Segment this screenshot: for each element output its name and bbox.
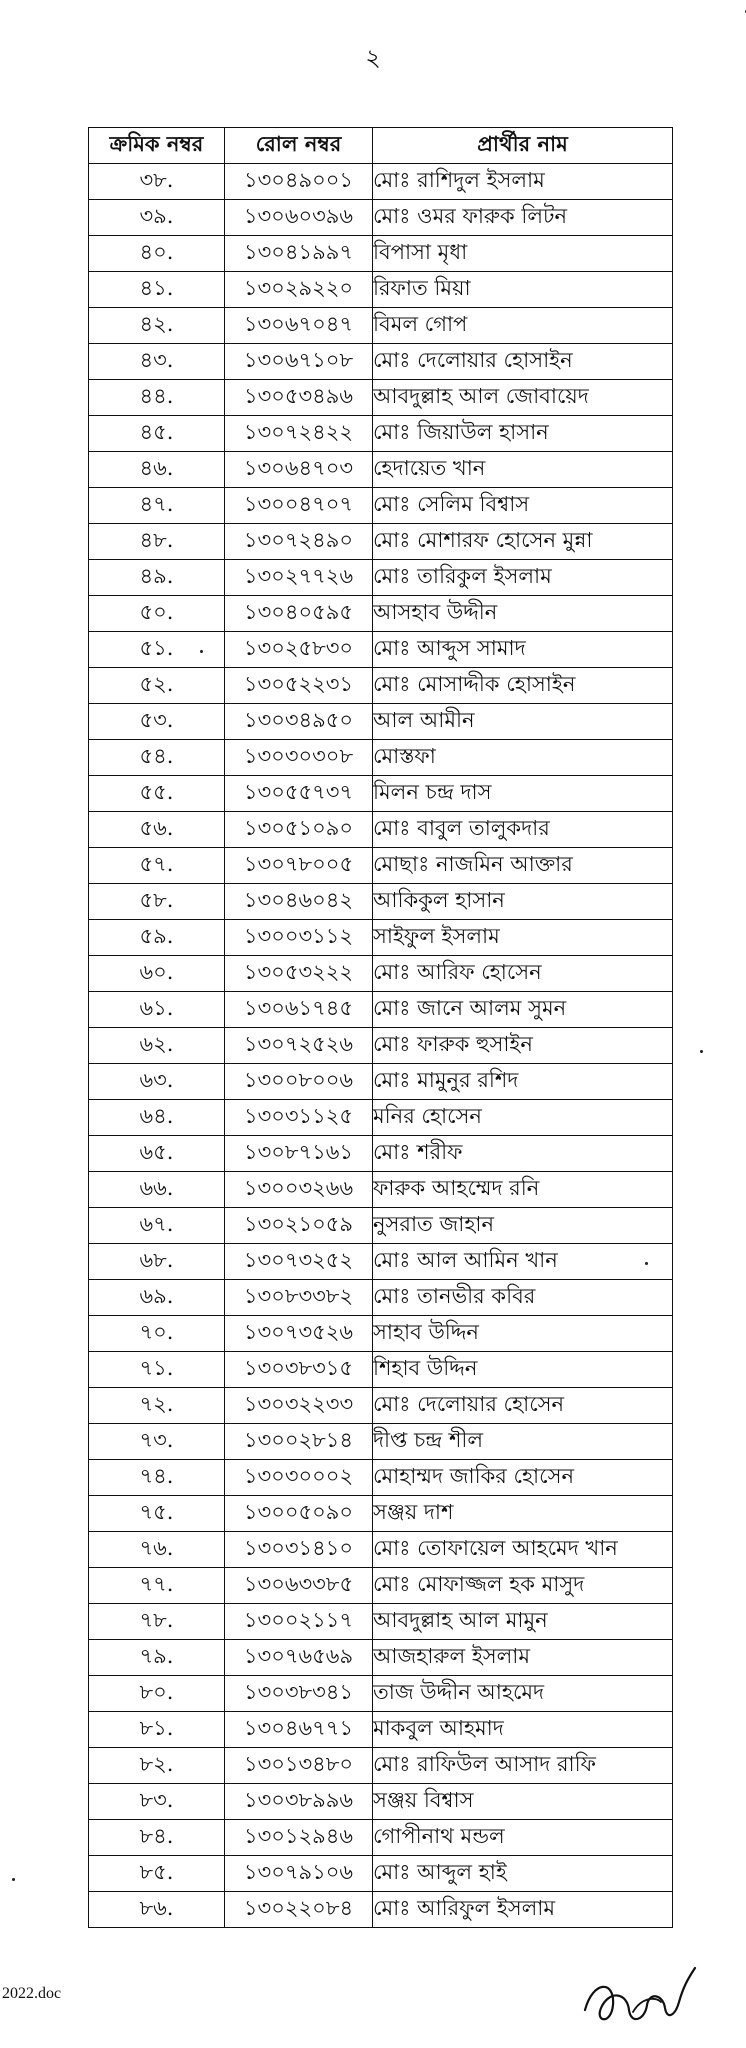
table-row	[89, 1640, 673, 1676]
table-row	[89, 308, 673, 344]
candidate-name-cell: ফারুক আহম্মেদ রনি	[373, 1172, 673, 1208]
table-row	[89, 668, 673, 704]
serial-cell: ৪৪.	[89, 380, 225, 416]
candidate-name-cell: মোস্তফা	[373, 740, 673, 776]
candidate-name-cell: মোঃ ফারুক হুসাইন	[373, 1028, 673, 1064]
table-row	[89, 632, 673, 668]
candidate-name-cell: মোঃ মোশারফ হোসেন মুন্না	[373, 524, 673, 560]
candidate-name-cell: মোহাম্মদ জাকির হোসেন	[373, 1460, 673, 1496]
table-row	[89, 1856, 673, 1892]
roll-number-cell: ১৩০৩৪৯৫০	[225, 704, 373, 740]
serial-cell: ৭৮.	[89, 1604, 225, 1640]
candidate-name-cell: সঞ্জয় বিশ্বাস	[373, 1784, 673, 1820]
footer-filename: 2022.doc	[2, 1985, 62, 2002]
table-row	[89, 272, 673, 308]
candidate-name-cell: নুসরাত জাহান	[373, 1208, 673, 1244]
candidate-name-cell: মোঃ আব্দুস সামাদ	[373, 632, 673, 668]
serial-cell: ৮৬.	[89, 1892, 225, 1928]
candidate-name-cell: মোছাঃ নাজমিন আক্তার	[373, 848, 673, 884]
candidate-name-cell: মোঃ শরীফ	[373, 1136, 673, 1172]
candidate-name-cell: রিফাত মিয়া	[373, 272, 673, 308]
table-row	[89, 1460, 673, 1496]
candidate-name-cell: সাইফুল ইসলাম	[373, 920, 673, 956]
roll-number-cell: ১৩০৭২৪২২	[225, 416, 373, 452]
roll-number-cell: ১৩০৩১৪১০	[225, 1532, 373, 1568]
table-row	[89, 1316, 673, 1352]
candidate-name-cell: মাকবুল আহমাদ	[373, 1712, 673, 1748]
roll-number-cell: ১৩০৫৫৭৩৭	[225, 776, 373, 812]
candidate-name-cell: মোঃ জিয়াউল হাসান	[373, 416, 673, 452]
table-row	[89, 1100, 673, 1136]
serial-cell: ৭৬.	[89, 1532, 225, 1568]
serial-cell: ৫৬.	[89, 812, 225, 848]
table-row	[89, 380, 673, 416]
serial-cell: ৪১.	[89, 272, 225, 308]
table-row	[89, 236, 673, 272]
roll-number-cell: ১৩০৩৮৯৯৬	[225, 1784, 373, 1820]
serial-cell: ৬৬.	[89, 1172, 225, 1208]
table-row	[89, 1496, 673, 1532]
roll-number-cell: ১৩০৮৩৩৮২	[225, 1280, 373, 1316]
serial-cell: ৮০.	[89, 1676, 225, 1712]
table-body	[89, 164, 673, 1928]
scan-speck	[200, 650, 203, 653]
table-row	[89, 524, 673, 560]
roll-number-cell: ১৩০৬৪৭০৩	[225, 452, 373, 488]
table-row	[89, 1388, 673, 1424]
candidate-name-cell: মোঃ আরিফুল ইসলাম	[373, 1892, 673, 1928]
serial-cell: ৬৭.	[89, 1208, 225, 1244]
serial-cell: ৪৫.	[89, 416, 225, 452]
roll-number-cell: ১৩০২১০৫৯	[225, 1208, 373, 1244]
table-row	[89, 812, 673, 848]
candidate-name-cell: সঞ্জয় দাশ	[373, 1496, 673, 1532]
serial-cell: ৪৭.	[89, 488, 225, 524]
candidate-name-cell: মোঃ সেলিম বিশ্বাস	[373, 488, 673, 524]
serial-cell: ৬৯.	[89, 1280, 225, 1316]
table-row	[89, 560, 673, 596]
candidate-name-cell: মোঃ তারিকুল ইসলাম	[373, 560, 673, 596]
roll-number-cell: ১৩০৭৩৫২৬	[225, 1316, 373, 1352]
serial-cell: ৩৮.	[89, 164, 225, 200]
candidate-name-cell: আসহাব উদ্দীন	[373, 596, 673, 632]
serial-cell: ৮৪.	[89, 1820, 225, 1856]
table-row	[89, 1064, 673, 1100]
roll-number-cell: ১৩০৬৭০৪৭	[225, 308, 373, 344]
table-row	[89, 1568, 673, 1604]
roll-number-cell: ১৩০৭২৪৯০	[225, 524, 373, 560]
serial-cell: ৭৪.	[89, 1460, 225, 1496]
roll-number-cell: ১৩০৬১৭৪৫	[225, 992, 373, 1028]
table-row	[89, 200, 673, 236]
roll-number-cell: ১৩০৩৮৩১৫	[225, 1352, 373, 1388]
serial-cell: ৫০.	[89, 596, 225, 632]
serial-cell: ৭২.	[89, 1388, 225, 1424]
table-row	[89, 1352, 673, 1388]
roll-number-cell: ১৩০৪১৯৯৭	[225, 236, 373, 272]
table-row	[89, 416, 673, 452]
serial-cell: ৬২.	[89, 1028, 225, 1064]
serial-cell: ৮১.	[89, 1712, 225, 1748]
serial-cell: ৩৯.	[89, 200, 225, 236]
candidate-name-cell: মোঃ মোফাজ্জল হক মাসুদ	[373, 1568, 673, 1604]
table-row	[89, 164, 673, 200]
serial-cell: ৫১.	[89, 632, 225, 668]
roll-number-cell: ১৩০৪০৫৯৫	[225, 596, 373, 632]
candidate-name-cell: বিমল গোপ	[373, 308, 673, 344]
table-row	[89, 848, 673, 884]
table-row	[89, 1784, 673, 1820]
serial-cell: ৫৮.	[89, 884, 225, 920]
roll-number-cell: ১৩০৩২২৩৩	[225, 1388, 373, 1424]
candidate-name-cell: মোঃ আব্দুল হাই	[373, 1856, 673, 1892]
serial-cell: ৪৬.	[89, 452, 225, 488]
table-row	[89, 920, 673, 956]
table-row	[89, 344, 673, 380]
roll-number-cell: ১৩০০৩২৬৬	[225, 1172, 373, 1208]
serial-cell: ৭০.	[89, 1316, 225, 1352]
candidate-name-cell: মোঃ মোসাদ্দীক হোসাইন	[373, 668, 673, 704]
candidate-name-cell: মোঃ রাফিউল আসাদ রাফি	[373, 1748, 673, 1784]
candidate-name-cell: মোঃ মামুনুর রশিদ	[373, 1064, 673, 1100]
candidate-name-cell: আজহারুল ইসলাম	[373, 1640, 673, 1676]
serial-cell: ৭৩.	[89, 1424, 225, 1460]
roll-number-cell: ১৩০৮৭১৬১	[225, 1136, 373, 1172]
candidate-name-cell: মোঃ দেলোয়ার হোসাইন	[373, 344, 673, 380]
serial-column-header: ক্রমিক নম্বর	[89, 128, 225, 164]
serial-cell: ৭১.	[89, 1352, 225, 1388]
roll-number-cell: ১৩০০৩১১২	[225, 920, 373, 956]
serial-cell: ৫৩.	[89, 704, 225, 740]
table-row	[89, 1892, 673, 1928]
serial-cell: ৬৮.	[89, 1244, 225, 1280]
roll-number-cell: ১৩০৩১১২৫	[225, 1100, 373, 1136]
serial-cell: ৫৫.	[89, 776, 225, 812]
serial-cell: ৭৫.	[89, 1496, 225, 1532]
table-header-row	[89, 128, 673, 164]
candidate-name-cell: মোঃ তোফায়েল আহমেদ খান	[373, 1532, 673, 1568]
roll-number-cell: ১৩০২২০৮৪	[225, 1892, 373, 1928]
table-row	[89, 1676, 673, 1712]
roll-number-cell: ১৩০০২৮১৪	[225, 1424, 373, 1460]
roll-number-cell: ১৩০৭২৫২৬	[225, 1028, 373, 1064]
roll-number-cell: ১৩০০৫০৯০	[225, 1496, 373, 1532]
table-row	[89, 776, 673, 812]
serial-cell: ৭৯.	[89, 1640, 225, 1676]
roll-number-cell: ১৩০৪৬৭৭১	[225, 1712, 373, 1748]
name-column-header: প্রার্থীর নাম	[373, 128, 673, 164]
table-row	[89, 1208, 673, 1244]
roll-number-cell: ১৩০৫৩৪৯৬	[225, 380, 373, 416]
table-row	[89, 1244, 673, 1280]
roll-number-cell: ১৩০৭৩২৫২	[225, 1244, 373, 1280]
roll-number-cell: ১৩০৫২২৩১	[225, 668, 373, 704]
roll-number-cell: ১৩০৪৯০০১	[225, 164, 373, 200]
serial-cell: ৪৯.	[89, 560, 225, 596]
roll-number-cell: ১৩০৬৩৩৮৫	[225, 1568, 373, 1604]
serial-cell: ৫৯.	[89, 920, 225, 956]
serial-cell: ৪৩.	[89, 344, 225, 380]
scan-speck	[645, 1262, 648, 1265]
roll-number-cell: ১৩০১৩৪৮০	[225, 1748, 373, 1784]
roll-number-cell: ১৩০৭৮০০৫	[225, 848, 373, 884]
table-row	[89, 1532, 673, 1568]
table-row	[89, 452, 673, 488]
candidate-name-cell: সাহাব উদ্দিন	[373, 1316, 673, 1352]
candidate-name-cell: মিলন চন্দ্র দাস	[373, 776, 673, 812]
page-number: ২	[365, 44, 381, 72]
roll-number-cell: ১৩০০৮০০৬	[225, 1064, 373, 1100]
roll-number-cell: ১৩০২৭৭২৬	[225, 560, 373, 596]
serial-cell: ৮২.	[89, 1748, 225, 1784]
scan-speck	[12, 1878, 15, 1881]
candidate-name-cell: মোঃ বাবুল তালুকদার	[373, 812, 673, 848]
candidate-name-cell: হেদায়েত খান	[373, 452, 673, 488]
table-row	[89, 1712, 673, 1748]
table-row	[89, 884, 673, 920]
table-row	[89, 992, 673, 1028]
candidate-name-cell: মনির হোসেন	[373, 1100, 673, 1136]
candidate-name-cell: মোঃ জানে আলম সুমন	[373, 992, 673, 1028]
serial-cell: ৬১.	[89, 992, 225, 1028]
serial-cell: ৬৩.	[89, 1064, 225, 1100]
roll-column-header: রোল নম্বর	[225, 128, 373, 164]
candidate-name-cell: আবদুল্লাহ আল মামুন	[373, 1604, 673, 1640]
candidate-name-cell: বিপাসা মৃধা	[373, 236, 673, 272]
table-row	[89, 956, 673, 992]
table-row	[89, 1604, 673, 1640]
roll-number-cell: ১৩০৫১০৯০	[225, 812, 373, 848]
roll-number-cell: ১৩০২৯২২০	[225, 272, 373, 308]
roll-number-cell: ১৩০০৪৭০৭	[225, 488, 373, 524]
serial-cell: ৫২.	[89, 668, 225, 704]
roll-number-cell: ১৩০২৫৮৩০	[225, 632, 373, 668]
roll-number-cell: ১৩০৬৭১০৮	[225, 344, 373, 380]
serial-cell: ৫৪.	[89, 740, 225, 776]
serial-cell: ৮৩.	[89, 1784, 225, 1820]
candidate-name-cell: মোঃ আরিফ হোসেন	[373, 956, 673, 992]
roll-number-cell: ১৩০৩০০০২	[225, 1460, 373, 1496]
table-row	[89, 488, 673, 524]
table-row	[89, 1280, 673, 1316]
candidate-name-cell: মোঃ রাশিদুল ইসলাম	[373, 164, 673, 200]
table-row	[89, 740, 673, 776]
candidate-name-cell: মোঃ দেলোয়ার হোসেন	[373, 1388, 673, 1424]
candidate-name-cell: আকিকুল হাসান	[373, 884, 673, 920]
candidate-name-cell: মোঃ ওমর ফারুক লিটন	[373, 200, 673, 236]
serial-cell: ৬০.	[89, 956, 225, 992]
serial-cell: ৬৫.	[89, 1136, 225, 1172]
table-row	[89, 1172, 673, 1208]
candidate-name-cell: তাজ উদ্দীন আহমেদ	[373, 1676, 673, 1712]
table-row	[89, 1748, 673, 1784]
roll-number-cell: ১৩০৭৬৫৬৯	[225, 1640, 373, 1676]
roll-number-cell: ১৩০৩০৩০৮	[225, 740, 373, 776]
table-row	[89, 1028, 673, 1064]
serial-cell: ৮৫.	[89, 1856, 225, 1892]
roll-number-cell: ১৩০৫৩২২২	[225, 956, 373, 992]
table-row	[89, 596, 673, 632]
serial-cell: ৪২.	[89, 308, 225, 344]
roll-number-cell: ১৩০১২৯৪৬	[225, 1820, 373, 1856]
table-row	[89, 1136, 673, 1172]
serial-cell: ৭৭.	[89, 1568, 225, 1604]
candidate-name-cell: শিহাব উদ্দিন	[373, 1352, 673, 1388]
roll-number-cell: ১৩০৩৮৩৪১	[225, 1676, 373, 1712]
serial-cell: ৬৪.	[89, 1100, 225, 1136]
signature-mark	[575, 1950, 705, 2040]
candidate-name-cell: গোপীনাথ মন্ডল	[373, 1820, 673, 1856]
serial-cell: ৪৮.	[89, 524, 225, 560]
table-row	[89, 1820, 673, 1856]
candidate-name-cell: আল আমীন	[373, 704, 673, 740]
serial-cell: ৪০.	[89, 236, 225, 272]
roll-number-cell: ১৩০৬০৩৯৬	[225, 200, 373, 236]
candidate-name-cell: দীপ্ত চন্দ্র শীল	[373, 1424, 673, 1460]
roll-number-cell: ১৩০৭৯১০৬	[225, 1856, 373, 1892]
candidate-table	[88, 127, 673, 1928]
roll-number-cell: ১৩০৪৬০৪২	[225, 884, 373, 920]
table-row	[89, 704, 673, 740]
candidate-name-cell: মোঃ আল আমিন খান	[373, 1244, 673, 1280]
scan-speck	[700, 1050, 703, 1053]
candidate-name-cell: আবদুল্লাহ আল জোবায়েদ	[373, 380, 673, 416]
table-row	[89, 1424, 673, 1460]
candidate-name-cell: মোঃ তানভীর কবির	[373, 1280, 673, 1316]
serial-cell: ৫৭.	[89, 848, 225, 884]
roll-number-cell: ১৩০০২১১৭	[225, 1604, 373, 1640]
